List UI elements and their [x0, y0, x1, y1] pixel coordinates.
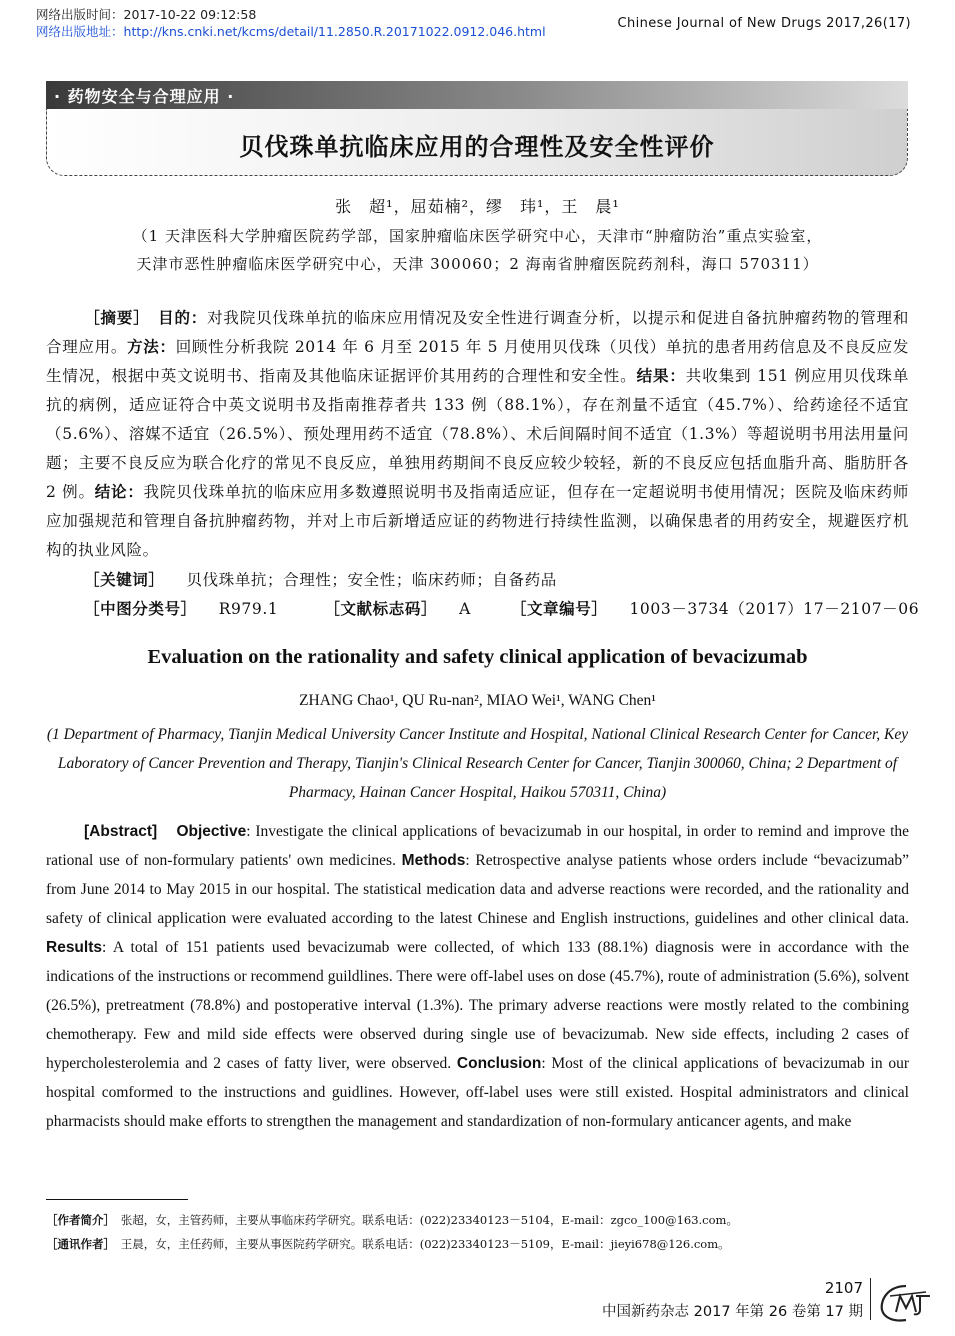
article-no-label: ［文章编号］	[510, 600, 608, 618]
title-box	[46, 109, 908, 176]
abstract-cn-tag: ［摘要］	[84, 309, 142, 327]
journal-running-head: Chinese Journal of New Drugs 2017,26(17)	[617, 16, 911, 31]
affiliation-cn-line-1: （1 天津医科大学肿瘤医院药学部，国家肿瘤临床医学研究中心，天津市“肿瘤防治”重点实验室，	[132, 227, 823, 245]
abstract-cn	[46, 304, 909, 565]
abstract-en-conclusion: : Most of the clinical applications of bevacizumab in our hospital comformed to the instructions and guidlines. However, off-label uses were still existed. Hospital administrators and clinical pharmacists should make efforts to strengthen the management and standardization of non-formulary anticancer agents, and make	[46, 1055, 909, 1130]
abstract-cn-result: 共收集到 151 例应用贝伐珠单抗的病例，适应证符合中英文说明书及指南推荐者共 133 例（88.1%），存在剂量不适宜（45.7%）、给药途径不适宜（5.6%）、溶媒不适宜（26.5%）、预处理用药不适宜（78.8%）、术后间隔时间不适宜（1.3%）等超说明书用法用量问题；主要不良反应为联合化疗的常见不良反应，单独用药期间不良反应较少较轻，新的不良反应包括血脂升高、脂肪肝各 2 例。	[46, 367, 909, 501]
abstract-en	[46, 817, 909, 1136]
publication-info	[36, 6, 546, 40]
clc-label: ［中图分类号］	[84, 600, 197, 618]
footnote-author	[46, 1212, 738, 1228]
abstract-en-method-label: Methods	[401, 852, 466, 869]
doc-code-label: ［文献标志码］	[324, 600, 438, 618]
abstract-cn-objective-label: 目的：	[158, 309, 208, 327]
abstract-cn-conclusion-label: 结论：	[94, 483, 144, 501]
keywords-value: 贝伐珠单抗；合理性；安全性；临床药师；自备药品	[186, 571, 557, 589]
abstract-cn-method-label: 方法：	[127, 338, 176, 356]
abstract-en-method: : Retrospective analyse patients whose orders include “bevacizumab” from June 2014 to May 2015 in our hospital. The statistical medication data and adverse reactions were recorded, and the rationality and safety of clinical application were evaluated according to the latest Chinese and English instructions, guidelines and other clinical data.	[46, 852, 910, 927]
column-label: · 药物安全与合理应用 ·	[54, 87, 235, 106]
authors-en: ZHANG Chao¹, QU Ru-nan², MIAO Wei¹, WANG Chen¹	[299, 692, 656, 709]
doc-code-value: A	[459, 600, 471, 618]
journal-logo-icon	[876, 1282, 936, 1324]
abstract-en-result-label: Results	[46, 939, 102, 956]
classification-line	[84, 595, 919, 624]
footnote-author-label: ［作者简介］	[46, 1213, 110, 1227]
article-title-cn: 贝伐珠单抗临床应用的合理性及安全性评价	[239, 133, 715, 161]
footnote-corresponding	[46, 1236, 730, 1252]
footer-divider	[870, 1278, 871, 1320]
pub-url-label: 网络出版地址：	[36, 24, 124, 39]
abstract-cn-result-label: 结果：	[636, 367, 686, 385]
keywords-label: ［关键词］	[84, 571, 165, 589]
column-banner	[46, 81, 908, 109]
affiliation-cn	[60, 222, 895, 278]
keywords	[84, 566, 557, 595]
authors-cn: 张 超¹，屈茹楠²，缪 玮¹，王 晨¹	[335, 197, 620, 216]
abstract-cn-objective: 对我院贝伐珠单抗的临床应用情况及安全性进行调查分析，以提示和促进自备抗肿瘤药物的管理和合理应用。	[46, 309, 909, 356]
footnote-corr-text: 王晨，女，主任药师，主要从事医院药学研究。联系电话：(022)23340123－5109，E-mail：jieyi678@126.com。	[120, 1237, 730, 1251]
affiliation-cn-line-2: 天津市恶性肿瘤临床医学研究中心，天津 300060；2 海南省肿瘤医院药剂科，海口 570311）	[136, 255, 819, 273]
pub-time-label: 网络出版时间：	[36, 7, 124, 22]
abstract-en-conclusion-label: Conclusion	[456, 1055, 542, 1072]
pub-url-link[interactable]: http://kns.cnki.net/kcms/detail/11.2850.R.20171022.0912.046.html	[123, 24, 546, 39]
footnote-author-text: 张超，女，主管药师，主要从事临床药学研究。联系电话：(022)23340123－5104，E-mail：zgco_100@163.com。	[120, 1213, 738, 1227]
abstract-en-objective: : Investigate the clinical applications of bevacizumab in our hospital, in order to remind and improve the rational use of non-formulary patients' own medicines.	[46, 823, 910, 869]
abstract-en-objective-label: Objective	[176, 823, 247, 840]
abstract-en-tag: [Abstract]	[84, 823, 158, 840]
clc-value: R979.1	[218, 600, 279, 618]
pub-time: 2017-10-22 09:12:58	[123, 7, 257, 22]
article-no-value: 1003－3734（2017）17－2107－06	[629, 600, 920, 618]
abstract-en-result: : A total of 151 patients used bevacizumab were collected, of which 133 (88.1%) diagnosis were in accordance with the indications of the instructions or recommend guildlines. There were off-label uses on dose (45.7%), route of administration (5.6%), solvent (26.5%), pretreatment (78.8%) and postoperative interval (1.3%). The primary adverse reactions were mostly related to the combining chemotherapy. Few and mild side effects were observed during single use of bevacizumab. New side effects, including 2 cases of hypercholesterolemia and 2 cases of fatty liver, were observed.	[46, 939, 909, 1072]
abstract-cn-conclusion: 我院贝伐珠单抗的临床应用多数遵照说明书及指南适应证，但存在一定超说明书使用情况；医院及临床药师应加强规范和管理自备抗肿瘤药物，并对上市后新增适应证的药物进行持续性监测，以确保患者的用药安全，规避医疗机构的执业风险。	[46, 483, 909, 559]
footnote-corr-label: ［通讯作者］	[46, 1237, 110, 1251]
issue-info: 中国新药杂志 2017 年第 26 卷第 17 期	[602, 1304, 863, 1320]
page-number: 2107	[824, 1279, 863, 1297]
affiliation-en: (1 Department of Pharmacy, Tianjin Medical University Cancer Institute and Hospital, National Clinical Research Center for Cancer, Key Laboratory of Cancer Prevention and Therapy, Tianjin's Clinical Research Center for Cancer, Tianjin 300060, China; 2 Department of Pharmacy, Hainan Cancer Hospital, Haikou 570311, China)	[46, 726, 909, 801]
footnote-rule	[46, 1199, 188, 1200]
article-title-en: Evaluation on the rationality and safety clinical application of bevacizumab	[147, 646, 808, 668]
abstract-cn-method: 回顾性分析我院 2014 年 6 月至 2015 年 5 月使用贝伐珠（贝伐）单抗的患者用药信息及不良反应发生情况，根据中英文说明书、指南及其他临床证据评价其用药的合理性和安全性。	[46, 338, 909, 385]
